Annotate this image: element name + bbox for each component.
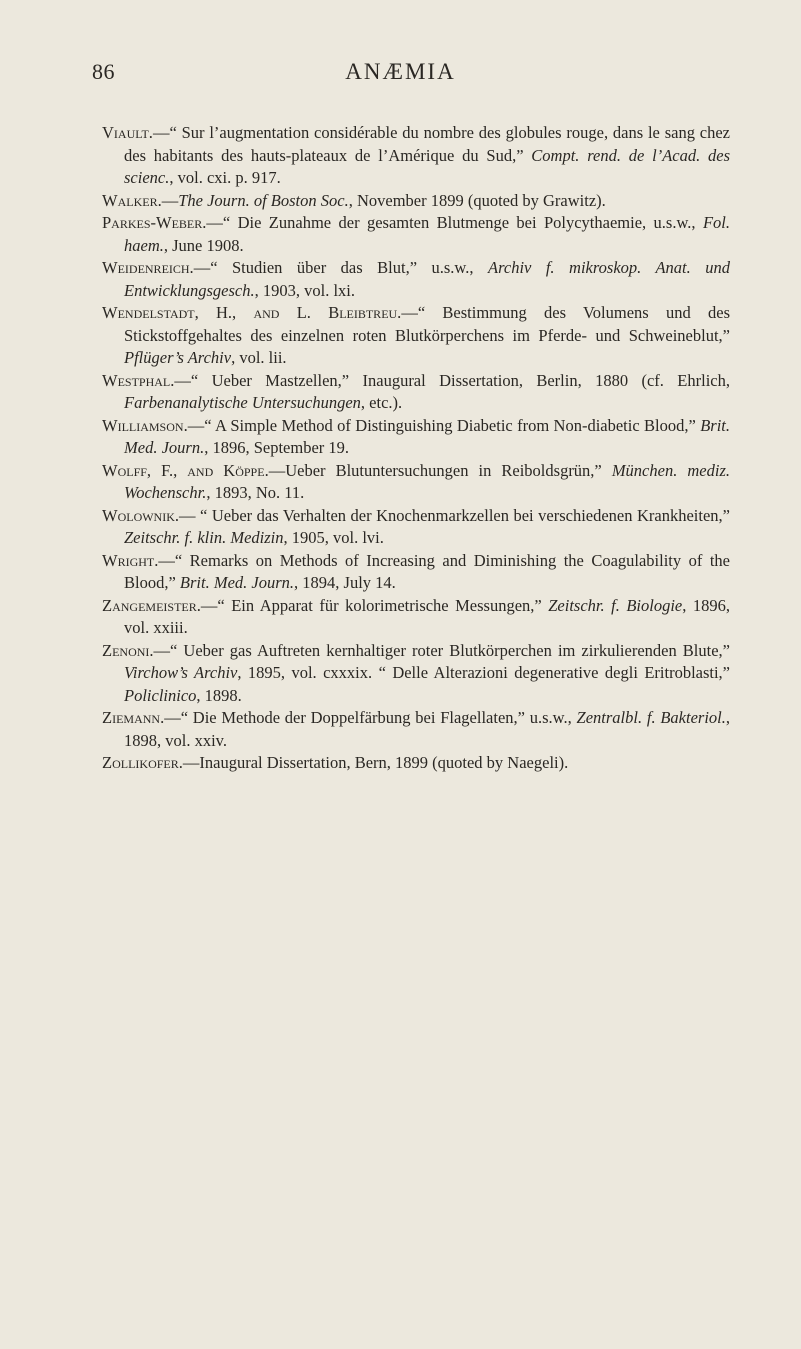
bibliography-entry xyxy=(102,257,730,302)
entry-citation: , 1896, September 19. xyxy=(204,438,350,457)
page-number: 86 xyxy=(92,59,115,84)
entry-text: —“ Bestimmung des Volumens und des Stickstoffgehaltes des einzelnen roten Blutkörperchens im Pferde- und Schweineblut,” xyxy=(124,303,730,345)
running-title: ANÆMIA xyxy=(345,59,456,84)
bibliography-entry xyxy=(102,707,730,752)
entry-citation: , June 1908. xyxy=(163,235,244,255)
entry-author: Westphal. xyxy=(102,370,175,390)
entry-journal: Brit. Med. Journ. xyxy=(124,415,730,457)
entry-author: Zenoni. xyxy=(102,640,154,660)
entry-citation: , 1895, vol. cxxxix. “ Delle Alterazioni degenerative degli Eritroblasti,” xyxy=(237,663,731,682)
bibliography-entry xyxy=(102,212,730,257)
entry-citation: , 1903, vol. lxi. xyxy=(254,280,355,300)
entry-journal: Compt. rend. de l’Acad. des scienc. xyxy=(124,145,730,187)
bibliography-list xyxy=(102,122,730,775)
entry-author: Wolownik. xyxy=(102,505,180,525)
entry-author: Wolff, F., and Köppe. xyxy=(102,460,269,480)
entry-journal: Archiv f. mikroskop. Anat. und Entwicklungsgesch. xyxy=(124,258,730,300)
entry-author: Weidenreich. xyxy=(102,258,194,277)
entry-journal: Virchow’s Archiv xyxy=(124,663,238,682)
entry-journal: Zentralbl. f. Bakteriol. xyxy=(576,708,726,727)
entry-citation: , etc.). xyxy=(360,393,403,412)
entry-journal: München. mediz. Wochenschr. xyxy=(124,460,731,502)
entry-text: —“ Die Methode der Doppelfärbung bei Flagellaten,” u.s.w., xyxy=(164,708,577,727)
entry-text: —“ Ueber gas Auftreten kernhaltiger roter Blutkörperchen im zirkulierenden Blute,” xyxy=(153,640,730,660)
entry-author: Wendelstadt, H., and L. Bleibtreu. xyxy=(102,303,402,322)
entry-journal: Pflüger’s Archiv xyxy=(124,348,232,367)
bibliography-entry xyxy=(102,190,730,213)
entry-author: Zangemeister. xyxy=(102,595,201,615)
bibliography-entry xyxy=(102,302,730,370)
bibliography-entry xyxy=(102,640,730,708)
bibliography-entry xyxy=(102,550,730,595)
entry-journal: The Journ. of Boston Soc. xyxy=(178,190,349,210)
entry-text: —“ Remarks on Methods of Increasing and Diminishing the Coagulability of the Blood,” xyxy=(124,550,730,592)
entry-author: Walker. xyxy=(102,190,162,210)
entry-author: Parkes-Weber. xyxy=(102,213,207,232)
entry-text: —“ Die Zunahme der gesamten Blutmenge bei Polycythaemie, u.s.w., xyxy=(206,213,703,232)
entry-journal: Policlinico xyxy=(124,685,197,705)
entry-citation: , 1905, vol. lvi. xyxy=(283,528,384,547)
entry-author: Williamson. xyxy=(102,415,188,435)
entry-text: —Ueber Blutuntersuchungen in Reiboldsgrün,” xyxy=(268,460,612,480)
entry-citation: , 1893, No. 11. xyxy=(206,483,305,502)
entry-citation: , 1896, vol. xxiii. xyxy=(124,595,730,637)
bibliography-entry xyxy=(102,505,730,550)
bibliography-entry xyxy=(102,595,730,640)
bibliography-entry xyxy=(102,122,730,190)
entry-text: — “ Ueber das Verhalten der Knochenmarkzellen bei verschiedenen Krankheiten,” xyxy=(179,505,730,525)
entry-author: Wright. xyxy=(102,550,159,570)
bibliography-entry xyxy=(102,752,730,775)
entry-text: —“ A Simple Method of Distinguishing Diabetic from Non-diabetic Blood,” xyxy=(187,415,701,435)
entry-author: Viault. xyxy=(102,123,153,142)
entry-journal: Fol. haem. xyxy=(124,213,730,255)
entry-text: —“ Studien über das Blut,” u.s.w., xyxy=(193,258,488,277)
bibliography-entry xyxy=(102,460,730,505)
entry-text: —“ Ein Apparat für kolorimetrische Messungen,” xyxy=(200,595,549,615)
entry-citation: , vol. lii. xyxy=(231,348,287,367)
entry-journal: Zeitschr. f. klin. Medizin xyxy=(124,528,284,547)
entry-text: —“ Ueber Mastzellen,” Inaugural Dissertation, Berlin, 1880 (cf. Ehrlich, xyxy=(174,370,730,390)
entry-citation: , 1898, vol. xxiv. xyxy=(124,708,730,750)
bibliography-entry xyxy=(102,415,730,460)
entry-text: — xyxy=(161,190,179,210)
entry-journal: Zeitschr. f. Biologie xyxy=(548,595,683,615)
entry-citation: , 1898. xyxy=(196,685,242,705)
entry-text: —Inaugural Dissertation, Bern, 1899 (quoted by Naegeli). xyxy=(182,753,569,772)
entry-journal: Farbenanalytische Untersuchungen xyxy=(124,393,361,412)
entry-citation: , 1894, July 14. xyxy=(294,573,396,592)
entry-journal: Brit. Med. Journ. xyxy=(179,573,295,592)
entry-author: Ziemann. xyxy=(102,708,165,727)
bibliography-entry xyxy=(102,370,730,415)
entry-text: —“ Sur l’augmentation considérable du nombre des globules rouge, dans le sang chez des habitants des hauts-plateaux de l’Amérique du Sud,” xyxy=(124,123,730,165)
entry-citation: , November 1899 (quoted by Grawitz). xyxy=(348,190,606,210)
page-header xyxy=(0,52,801,92)
entry-citation: , vol. cxi. p. 917. xyxy=(169,168,281,187)
entry-author: Zollikofer. xyxy=(102,753,183,772)
